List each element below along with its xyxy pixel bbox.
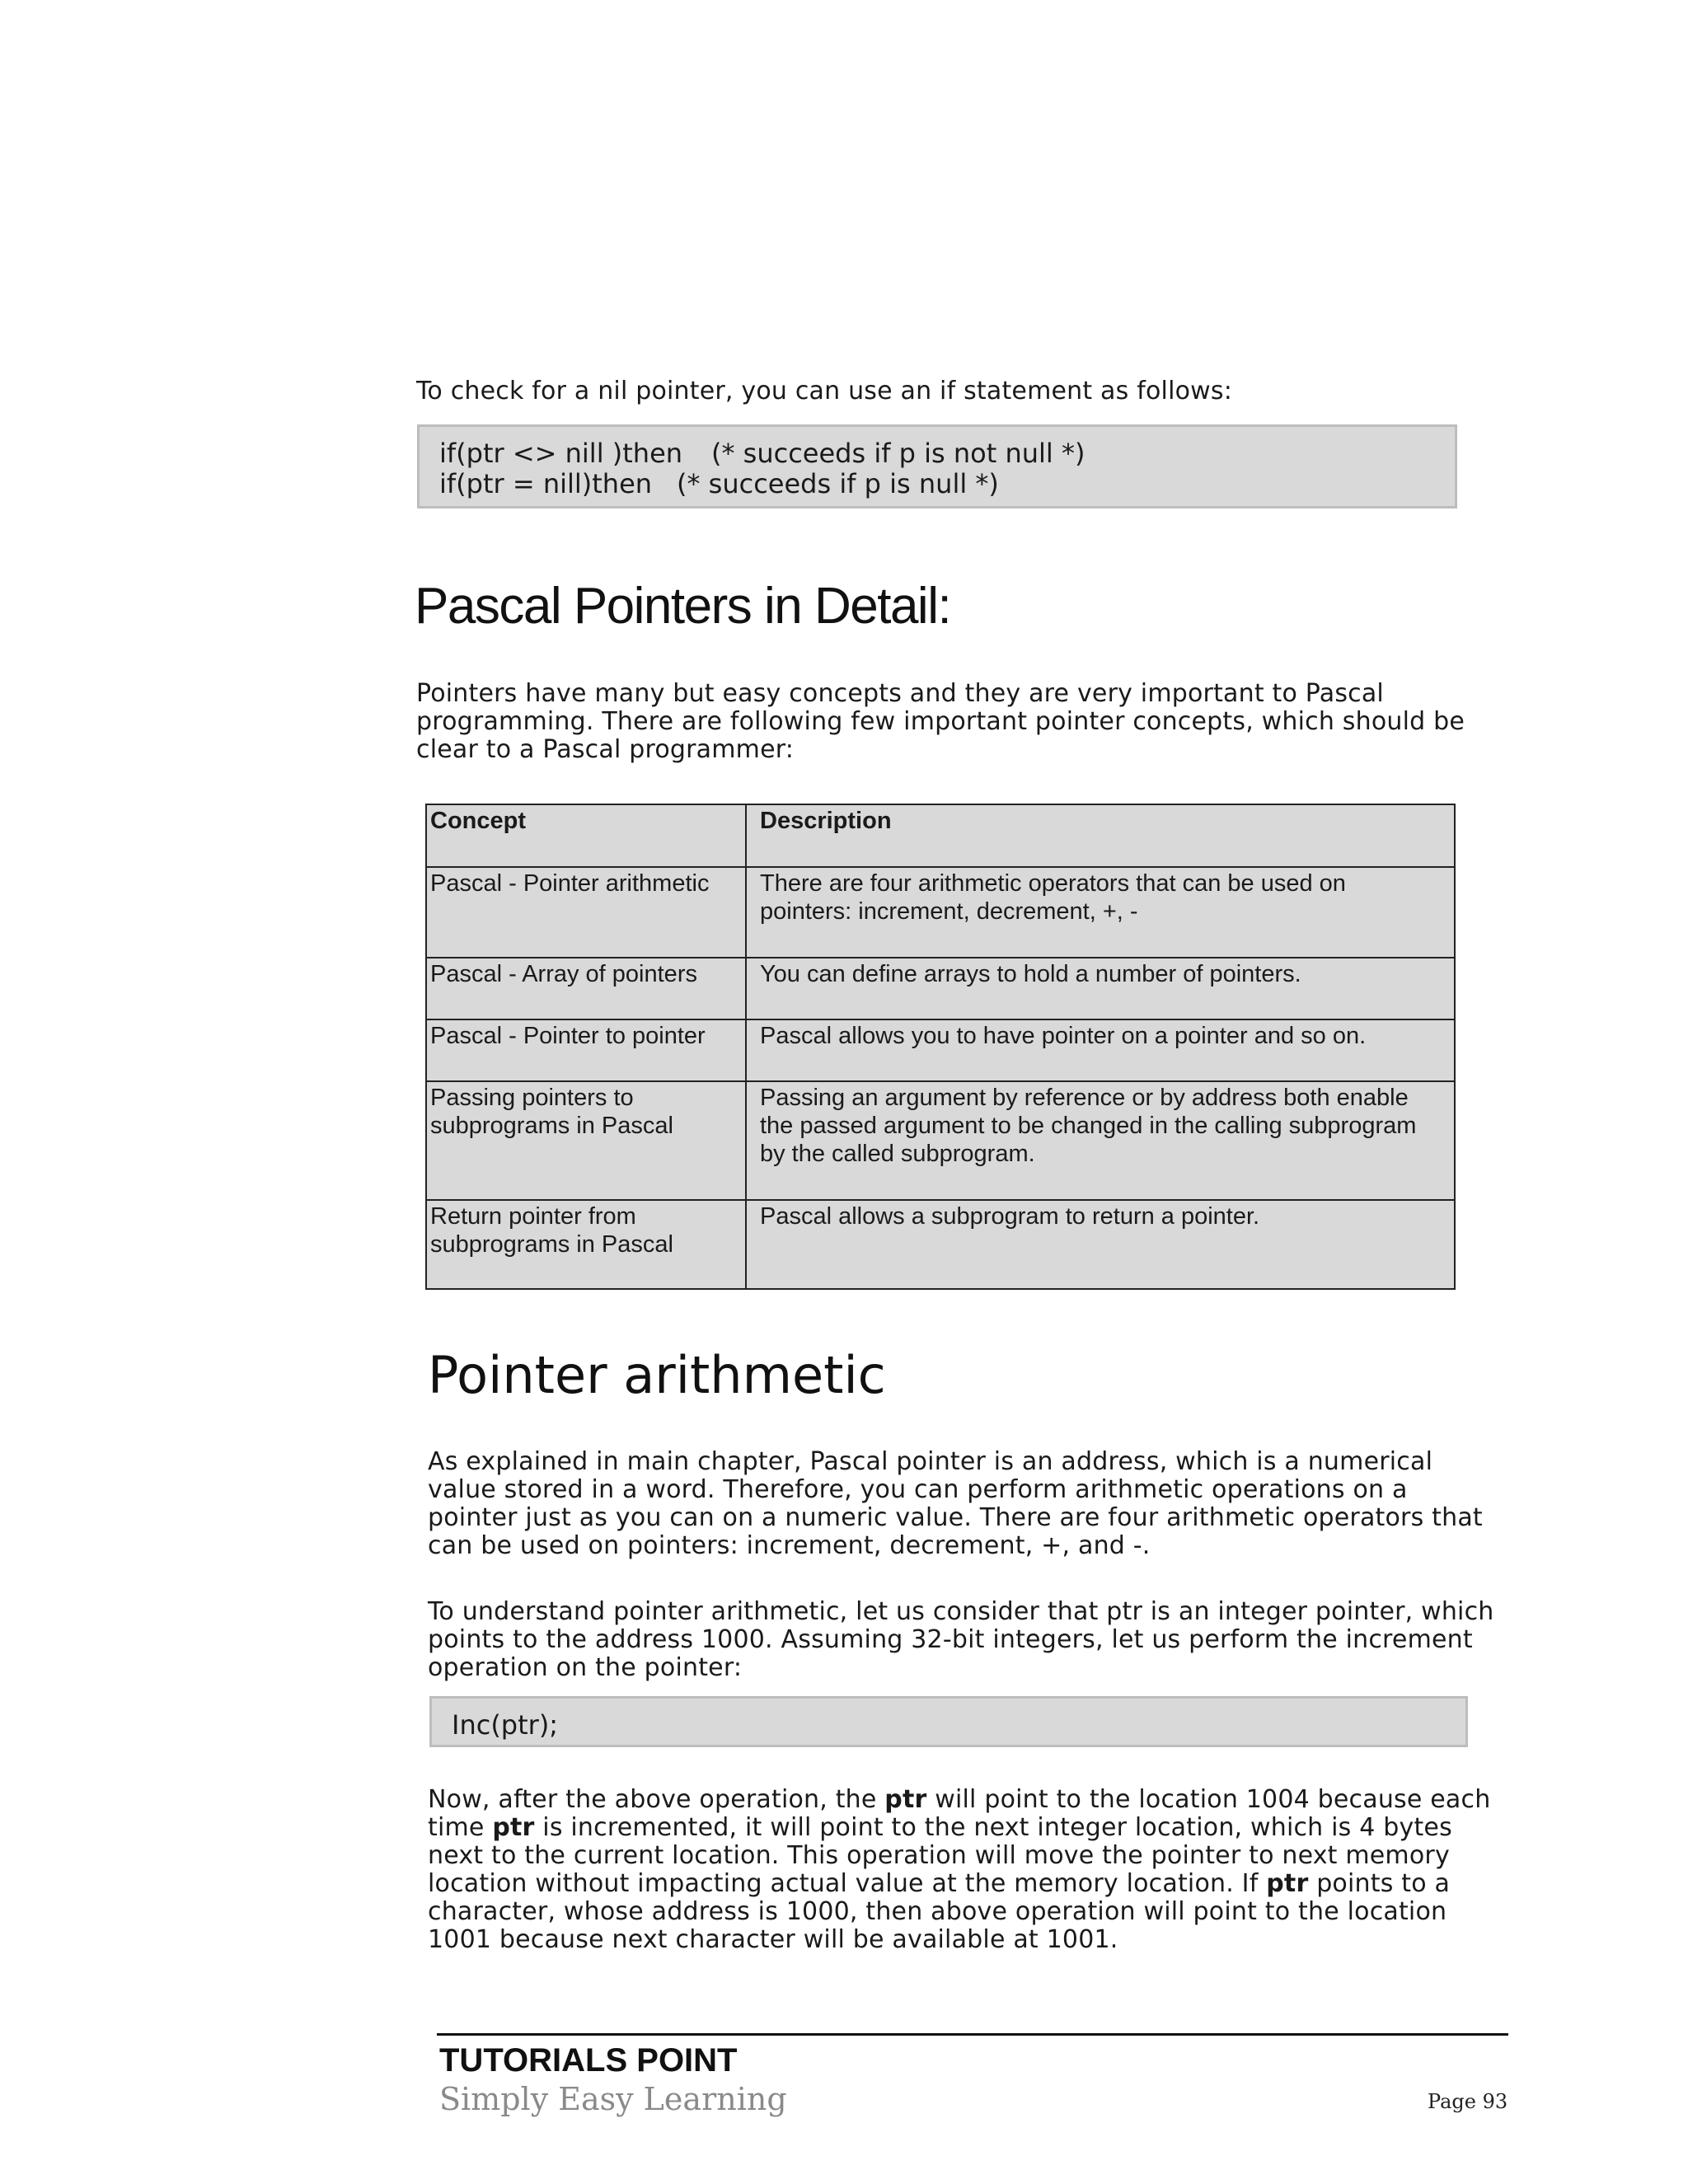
bold-term-ptr: ptr xyxy=(884,1785,927,1814)
section-heading-pointers-detail: Pascal Pointers in Detail: xyxy=(415,578,951,635)
paragraph-arithmetic-example: To understand pointer arithmetic, let us consider that ptr is an integer pointer, which points to the address 1000. Assuming 32-bit integers, let us perform the increment operation on the pointer: xyxy=(428,1597,1494,1682)
code-line-2-statement: if(ptr = nill)then xyxy=(439,468,653,499)
footer-brand: TUTORIALS POINT xyxy=(439,2042,738,2079)
text-run: Now, after the above operation, the xyxy=(428,1785,885,1814)
table-header-description: Description xyxy=(746,804,1455,867)
code-line-1-comment: (* succeeds if p is not null *) xyxy=(711,438,1085,469)
table-header-row xyxy=(426,804,1455,867)
code-line-1 xyxy=(439,438,1455,469)
table-cell-concept: Return pointer from subprograms in Pascal xyxy=(426,1200,746,1289)
concepts-table xyxy=(425,804,1456,1290)
table-cell-description: There are four arithmetic operators that can be used on pointers: increment, decrement, +, - xyxy=(746,867,1455,958)
text-run: will point to the location 1004 because each time xyxy=(428,1785,1491,1842)
table-cell-description: You can define arrays to hold a number of pointers. xyxy=(746,958,1455,1019)
text-run: is incremented, it will point to the next integer location, which is 4 bytes next to the current location. This operation will move the pointer to next memory location without impacting actual value at the memory location. If xyxy=(428,1813,1452,1898)
paragraph-arithmetic-intro: As explained in main chapter, Pascal pointer is an address, which is a numerical value stored in a word. Therefore, you can perform arithmetic operations on a pointer just as you can on a numeric value. There are four arithmetic operators that can be used on pointers: increment, decrement, +, and -. xyxy=(428,1447,1483,1560)
table-cell-description: Passing an argument by reference or by address both enable the passed argument to be changed in the calling subprogram by the called subprogram. xyxy=(746,1081,1455,1200)
table-cell-description: Pascal allows you to have pointer on a pointer and so on. xyxy=(746,1019,1455,1081)
bold-term-ptr: ptr xyxy=(492,1813,535,1842)
table-cell-concept: Pascal - Pointer arithmetic xyxy=(426,867,746,958)
section-paragraph-pointers-detail: Pointers have many but easy concepts and they are very important to Pascal programming. There are following few important pointer concepts, which should be clear to a Pascal programmer: xyxy=(416,679,1465,764)
table-cell-concept: Pascal - Array of pointers xyxy=(426,958,746,1019)
code-line-inc: Inc(ptr); xyxy=(452,1709,559,1741)
page-number: Page 93 xyxy=(1428,2090,1508,2113)
table-cell-concept: Passing pointers to subprograms in Pascal xyxy=(426,1081,746,1200)
intro-text: To check for a nil pointer, you can use an if statement as follows: xyxy=(416,377,1233,405)
table-row xyxy=(426,1200,1455,1289)
footer-tagline: Simply Easy Learning xyxy=(439,2081,787,2117)
table-row xyxy=(426,1081,1455,1200)
bold-term-ptr: ptr xyxy=(1266,1869,1309,1898)
text-run: points to a character, whose address is 1000, then above operation will point to the location 1001 because next character will be available at 1001. xyxy=(428,1869,1451,1954)
code-block-inc xyxy=(429,1696,1468,1747)
footer-divider xyxy=(437,2033,1508,2036)
table-cell-concept: Pascal - Pointer to pointer xyxy=(426,1019,746,1081)
code-line-2 xyxy=(439,469,1455,499)
table-header-concept: Concept xyxy=(426,804,746,867)
code-block-nil-check xyxy=(417,424,1457,509)
code-line-1-statement: if(ptr <> nill )then xyxy=(439,438,683,469)
paragraph-arithmetic-result xyxy=(428,1786,1499,1954)
table-row xyxy=(426,958,1455,1019)
code-line-2-comment: (* succeeds if p is null *) xyxy=(677,468,999,499)
section-heading-pointer-arithmetic: Pointer arithmetic xyxy=(428,1345,886,1405)
table-row xyxy=(426,1019,1455,1081)
table-cell-description: Pascal allows a subprogram to return a pointer. xyxy=(746,1200,1455,1289)
table-row xyxy=(426,867,1455,958)
